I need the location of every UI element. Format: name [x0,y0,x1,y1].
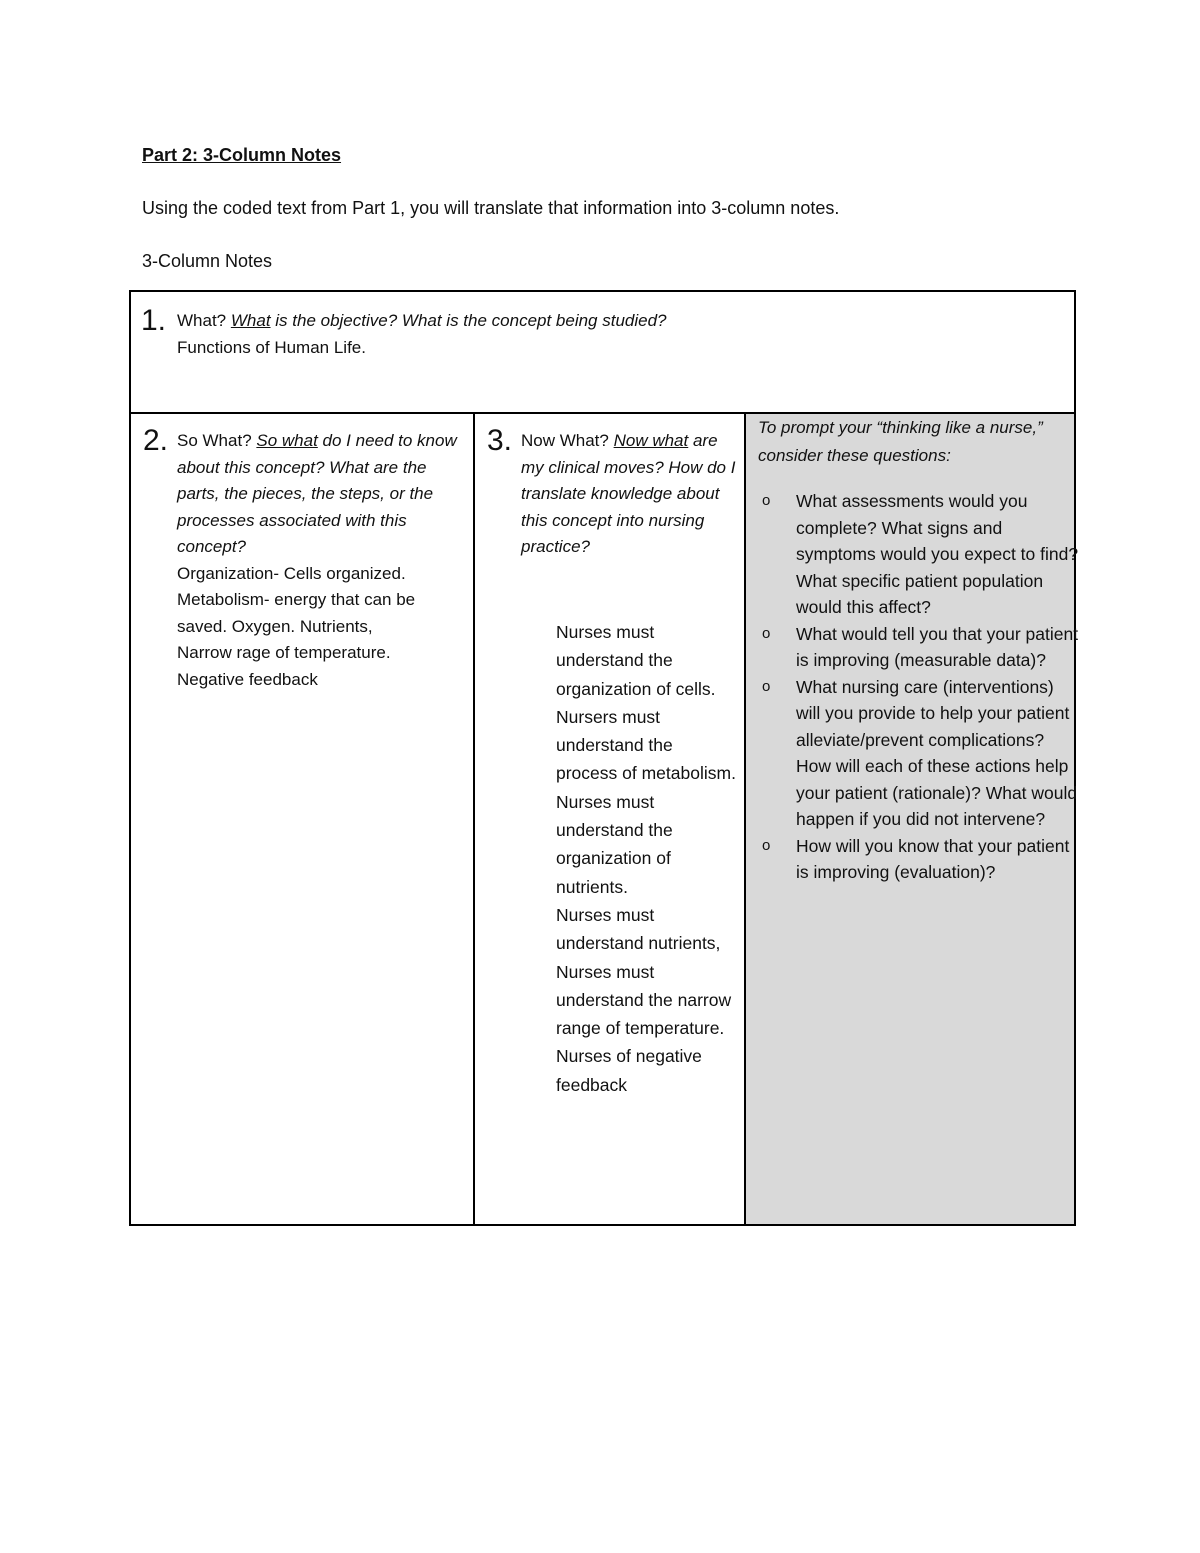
bullet-icon: o [762,677,771,695]
intro-text: Using the coded text from Part 1, you will translate that information into 3-column notes. [142,198,840,218]
page-heading: Part 2: 3-Column Notes [142,145,342,165]
bullet-icon: o [762,624,771,642]
question-item [760,833,1080,886]
section-now-what-content [521,428,736,561]
bullet-icon: o [762,836,771,854]
question-text: What would tell you that your patient is improving (measurable data)? [796,623,1079,670]
note-item: Nurses of negative feedback [556,1046,702,1095]
question-text: What assessments would you complete? What signs and symptoms would you expect to find? What specific patient population would this affect? [796,491,1079,617]
section-prompt: do I need to know about this concept? What are the parts, the pieces, the steps, or the processes associated with this concept? [177,431,457,556]
section-prompt: is the objective? What is the concept being studied? [270,311,667,330]
so-what-answer-line: Organization- Cells organized. [177,563,406,583]
note-item: Nurses must understand the narrow range of temperature. [556,961,732,1039]
section-what [131,292,1074,414]
section-label: What? [177,311,231,330]
note-item: Nurses must understand nutrients, [556,904,721,954]
section-prompt: are my clinical moves? How do I translate knowledge about this concept into nursing practice? [521,431,736,556]
so-what-answer-line: Negative feedback [177,669,318,689]
note-item: Nurses must understand the organization of nutrients. [556,791,673,897]
so-what-answer-line: Metabolism- energy that can be saved. Oxygen. Nutrients, [177,590,416,636]
three-column-notes-table [129,290,1079,1226]
section-number: 2. [143,424,169,457]
section-keyword: So what [256,431,318,450]
question-text: What nursing care (interventions) will you provide to help your patient alleviate/prevent complications? How will each of these actions help your patient (rationale)? What would happen if you did not intervene? [796,676,1078,829]
question-item [760,674,1080,833]
note-item: Nurses must understand the organization of cells. [556,622,716,699]
table-subtitle: 3-Column Notes [142,251,273,271]
section-keyword: What [230,311,271,330]
section-label: So What? [177,431,257,450]
thinking-prompt-intro: To prompt your “thinking like a nurse,” consider these questions: [758,418,1043,465]
section-what-answer: Functions of Human Life. [177,337,366,357]
question-text: How will you know that your patient is improving (evaluation)? [796,835,1070,882]
section-keyword: Now what [613,431,689,450]
section-so-what-content [177,428,467,693]
section-what-content [177,308,667,361]
so-what-answer-line: Narrow rage of temperature. [177,643,391,662]
question-list [760,488,1080,886]
question-item [760,621,1080,674]
section-number: 3. [487,424,513,457]
section-number: 1. [141,304,167,337]
note-item: Nursers must understand the process of metabolism. [556,706,736,784]
bullet-icon: o [762,492,771,509]
now-what-notes [556,618,736,1099]
section-label: Now What? [521,431,614,450]
question-item [760,488,1080,621]
